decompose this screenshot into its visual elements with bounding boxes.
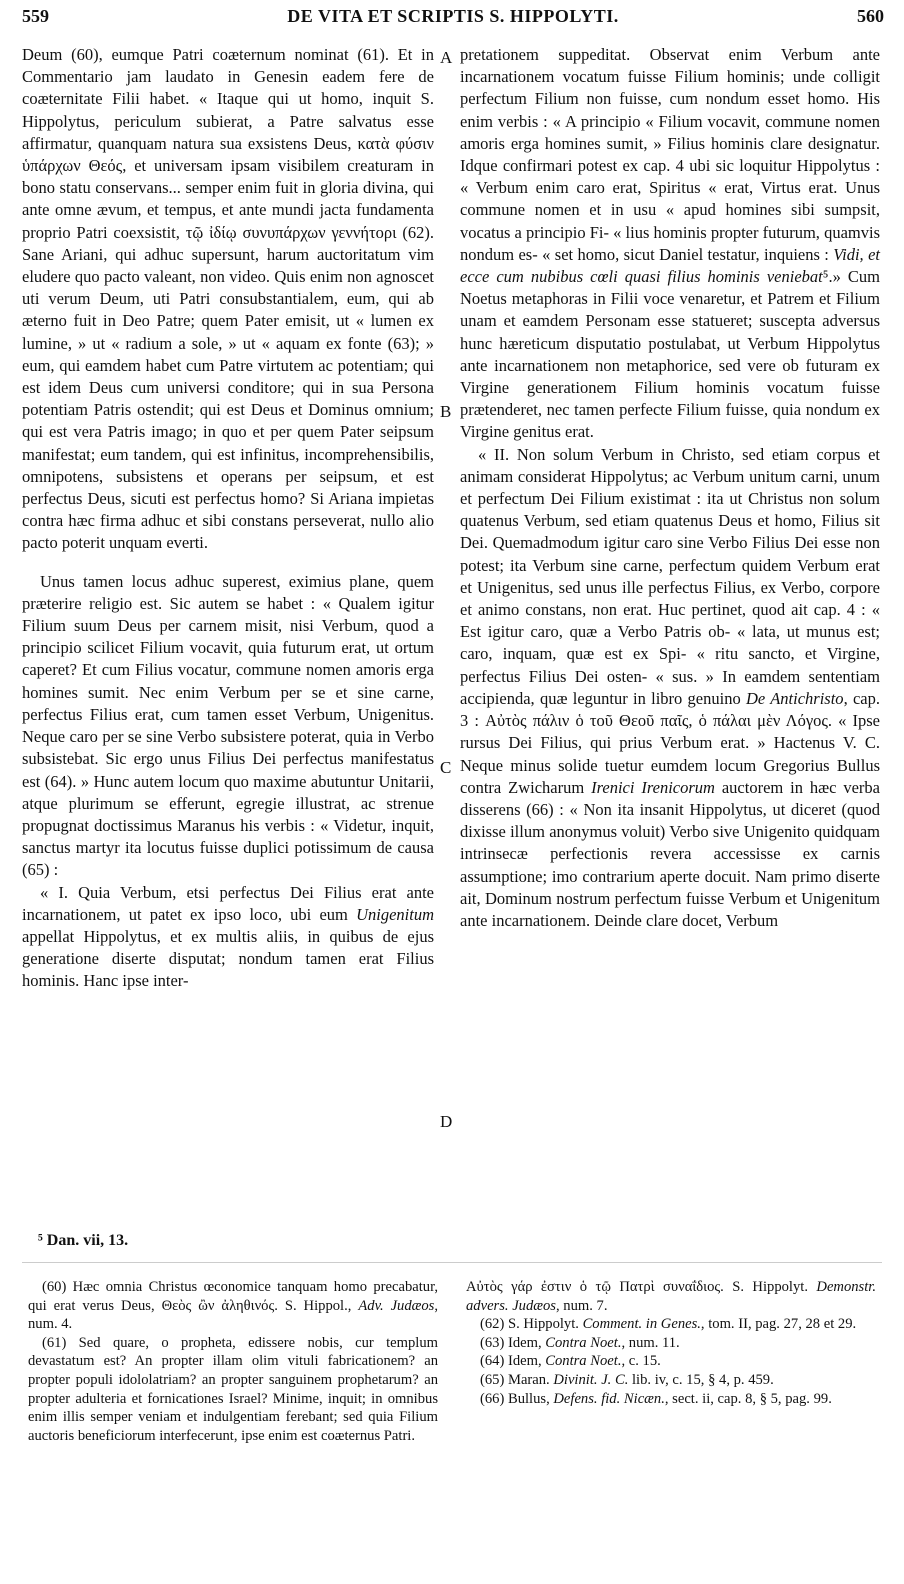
running-title: DE VITA ET SCRIPTIS S. HIPPOLYTI. xyxy=(287,6,619,26)
footnote-63-title: Contra Noet. xyxy=(545,1334,622,1351)
left-paragraph-1: Deum (60), eumque Patri coæternum nominat (61). Et in Commentario jam laudato in Genesin eadem fere de coæternitate Filii habet. « Itaque qui ut homo, inquit S. Hippolytus, periculum subierat, a Patre salvatus esse affirmatur, quanquam natura sua exsistens Deus, κατὰ φύσιν ὑπάρχων Θεός, et universam ipsam visibilem creaturam in bono statu conservans... semper enim fuit in gloria divina, qui ante omne ævum, et tempus, et ante mundi jacta fundamenta proprio Patri coexsistit, τῷ ἰδίῳ συνυπάρχων γεννήτορι (62). Sane Ariani, qui adhuc supersunt, harum auctoritatum vim eludere quo pacto valeant, non video. Quis enim non agnoscet uti verum Deum, uti Patri consubstantialem, eum, qui ab æterno fuit in Deo Patre; quem Pater emisit, ut « lumen ex lumine, » ut « radium a sole, » ut « aquam ex fonte (63); » eum, qui eamdem habet cum Patre virtutem ac potentiam; qui est idem Deus cum universi conditore; qui in sua Persona potentiam Patris ostendit; qui est Deus et Dominus omnium; qui est vera Patris imago; in quo et per quem Pater seipsum manifestat; eum tandem, qui est infinitus, incomprehensibilis, omnipotens, subsistens et operans per seipsum, et est perfectus Deus, sicuti est perfectus homo? Si Ariana impietas contra hæc firma adhuc et sibi constans perseverat, nullo alio pacto poterit unquam everti. xyxy=(22,45,434,553)
left-paragraph-3-text-a: « I. Quia Verbum, etsi perfectus Dei Filius erat ante incarnationem, ut patet ex ipso loco, ubi eum xyxy=(22,882,434,924)
footnote-60-text: (60) Hæc omnia Christus œconomice tanquam homo precabatur, qui erat verus Deus, Θεὸς ὢν ἀληθινός. S. Hippol., xyxy=(28,1279,438,1314)
left-paragraph-2: Unus tamen locus adhuc superest, eximius plane, quem præterire religio est. Sic autem se habet : « Qualem igitur Filium suum Deus per carnem misit, nisi Verbum, quod a principio scilicet Filium vocavit, quia futurum erat, ut ortum caperet? Et cum Filius vocatur, commune nomen amoris erga homines sumit. Nec enim Verbum per se et sine carne, perfectus Filius erat, cum tamen esset Verbum, Unigenitus. Neque caro per se sine Verbo subsistere poterat, quia in Verbo subsistebat. Sic ergo unus Filius Dei perfectus manifestatus est (64). » Hunc autem locum quo maxime abutuntur Unitarii, atque plurimum se efferunt, egregie illustrat, ac strenue propugnat doctissimus Maranus his verbis : « Videtur, inquit, sanctus martyr ita locutus fuisse duplici potissimum de causa (65) : xyxy=(22,571,434,880)
footnote-60-ref: , num. 4. xyxy=(28,1297,439,1333)
footnote-64-title: Contra Noet. xyxy=(545,1353,622,1370)
footnote-63-author: (63) Idem, xyxy=(480,1334,546,1351)
right-paragraph-2-text-a: « II. Non solum Verbum in Christo, sed etiam corpus et animam considerat Hippolytus; ac Verbum unitum carni, unum et perfectum Dei Filium existimat : ita ut Christus non solum quatenus Verbum, sed etiam quatenus Deus et homo, Filius sit Dei. Quemadmodum igitur caro sine Verbo Filius Dei esse non potest; ita Verbum sine carne, perfectum quidem Verbum erat et Unigenitus, sed unus ille perfectus Filius, ex Verbo, corpore et animo constans, non erat. Huc pertinet, quod ait cap. 4 : « Est igitur caro, quæ a Verbo Patris ob- « lata, ut munus est; caro, inquam, quæ est ex Spi- « ritu sancto, et Virgine, perfectus Filius Dei osten- « sus. » In eamdem sententiam accipienda, quæ leguntur in libro genuino xyxy=(460,444,880,708)
margin-letter-d: D xyxy=(440,1112,453,1131)
margin-letter-c: C xyxy=(440,758,452,777)
footnotes-right xyxy=(466,1278,876,1408)
footnote-64 xyxy=(466,1352,876,1371)
footnote-63 xyxy=(466,1334,876,1353)
footnote-61-cont-ref: , num. 7. xyxy=(556,1297,608,1314)
right-paragraph-2 xyxy=(460,444,880,932)
right-column xyxy=(460,44,880,932)
left-paragraph-3 xyxy=(22,882,434,993)
footnote-divider xyxy=(22,1262,882,1263)
footnote-65 xyxy=(466,1371,876,1390)
left-paragraph-3-italic: Unigenitum xyxy=(356,904,434,924)
margin-letter-a: A xyxy=(440,48,453,67)
footnote-65-ref: lib. iv, c. 15, § 4, p. 459. xyxy=(628,1371,774,1388)
footnote-63-ref: , num. 11. xyxy=(621,1334,680,1351)
margin-letter-b: B xyxy=(440,402,452,421)
right-paragraph-1-text-c: ⁵.» Cum Noetus metaphoras in Filii voce venaretur, et Patrem et Filium unam et eamdem Personam esse statueret; suscepta adversus hunc hæreticum disputatio postulabat, ut Verbum Hippolytus ante incarnationem non metaphorice, sed vere ob futuram ex Virgine generationem Filium hominis vocatum fuisse prætenderet, nec tamen perfecte Filium fuisse, quia nondum ex Virgine genitus erat. xyxy=(460,267,880,442)
footnote-61: (61) Sed quare, o propheta, edissere nobis, cur templum devastatum est? An propter illam olim vituli fabricationem? an propter populi idololatriam? an propter sanguinem prophetarum? an propter adulteria et fornicationes Israel? Minime, inquit; in omnibus enim illis semper veniam et indulgentiam ferebant; sed quia Filium auctoris beneficiorum interfecerunt, ipse enim est coæternus Patri. xyxy=(28,1334,438,1444)
footnote-64-author: (64) Idem, xyxy=(480,1353,546,1370)
right-paragraph-2-text-e: auctorem in hæc verba disserens (66) : « Non ita insanit Hippolytus, ut diceret (quod dixisse illum anonymus voluit) Verbo sive Unigenito quidquam intrinsecæ perfectionis revera accessisse ex carnis assumptione; imo contrarium aperte docuit. Nam primo diserte ait, Dominum nostrum perfectum fuisse Verbum et Unigenitum ante incarnationem. Deinde clare docet, Verbum xyxy=(460,777,880,930)
page-number-right: 560 xyxy=(857,6,884,26)
running-header xyxy=(22,6,884,36)
footnote-66-title: Defens. fid. Nicæn. xyxy=(553,1390,665,1407)
footnote-62 xyxy=(466,1315,876,1334)
footnote-61-cont-title: Demonstr. advers. Judæos xyxy=(466,1279,876,1314)
footnote-65-title: Divinit. J. C. xyxy=(553,1371,629,1388)
footnote-62-title: Comment. in Genes. xyxy=(582,1316,701,1333)
right-paragraph-1-text-a: pretationem suppeditat. Observat enim Verbum ante incarnationem vocatum fuisse Filium hominis; unde colligit perfectum Filium non fuisse, cum nondum esset homo. His enim verbis : « A principio « Filium vocavit, commune nomen amoris erga homines sumit, » Filius hominis clare designatur. Idque confirmari potest ex cap. 4 ubi sic loquitur Hippolytus : « Verbum enim caro erat, Spiritus « erat, Virtus erat. Unus commune nomen et in usu « apud homines sibi sumpsit, vocatus a principio Fi- « lius hominis propter futurum, quamvis nondum es- « set homo, sicut Daniel testatur, inquiens : xyxy=(460,45,880,264)
footnote-62-author: (62) S. Hippolyt. xyxy=(480,1316,583,1333)
footnotes-left xyxy=(28,1278,438,1445)
footnote-64-ref: , c. 15. xyxy=(621,1353,661,1370)
footnote-66 xyxy=(466,1390,876,1409)
right-paragraph-2-text-c: , cap. 3 : Αὐτὸς πάλιν ὁ τοῦ Θεοῦ παῖς, ὁ πάλαι μὲν Λόγος. « Ipse rursus Dei Filius, qui prius Verbum erat. » Hactenus V. C. Neque minus solide tuetur eumdem locum Gregorius Bullus contra Zwicharum xyxy=(460,688,880,797)
right-paragraph-2-italic-d: Irenici Irenicorum xyxy=(591,777,715,797)
scripture-footnote: ⁵ Dan. vii, 13. xyxy=(38,1232,129,1249)
footnote-60 xyxy=(28,1278,438,1334)
footnote-60-title: Adv. Judæos xyxy=(358,1297,435,1314)
left-column xyxy=(22,44,434,993)
footnote-66-author: (66) Bullus, xyxy=(480,1390,554,1407)
footnote-62-ref: , tom. II, pag. 27, 28 et 29. xyxy=(700,1316,857,1333)
left-paragraph-3-text-c: appellat Hippolytus, et ex multis aliis, in quibus de ejus generatione diserte disputat; nondum tamen erat Filius hominis. Hanc ipse inter- xyxy=(22,926,434,991)
right-paragraph-1 xyxy=(460,44,880,444)
footnote-61-cont-text: Αὐτὸς γάρ ἐστιν ὁ τῷ Πατρὶ συναΐδιος. S. Hippolyt. xyxy=(466,1279,817,1295)
right-paragraph-2-italic-b: De Antichristo xyxy=(746,688,844,708)
right-paragraph-1-italic: Vidi, et ecce cum nubibus cœli quasi filius hominis veniebat xyxy=(460,244,880,287)
page-number-left: 559 xyxy=(22,6,49,26)
footnote-66-ref: , sect. ii, cap. 8, § 5, pag. 99. xyxy=(664,1390,832,1407)
footnote-65-author: (65) Maran. xyxy=(480,1371,554,1388)
footnote-61-continued xyxy=(466,1278,876,1315)
